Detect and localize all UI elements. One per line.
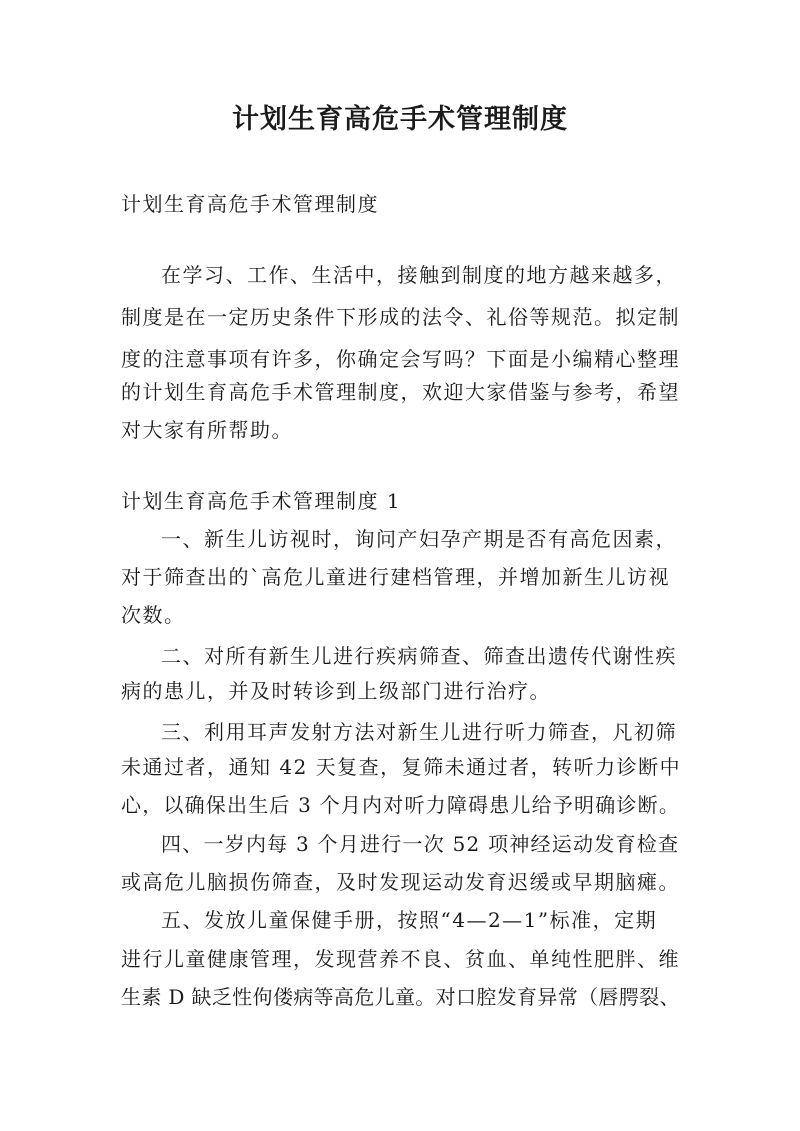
document-title: 计划生育高危手术管理制度 <box>232 104 568 135</box>
body-line: 病的患儿，并及时转诊到上级部门进行治疗。 <box>121 679 551 703</box>
body-line: 五、发放儿童保健手册，按照“4—2—1”标准，定期 <box>161 908 658 932</box>
body-line: 一、新生儿访视时，询问产妇孕产期是否有高危因素， <box>161 527 677 551</box>
body-line: 未通过者，通知 42 天复查，复筛未通过者，转听力诊断中 <box>121 755 682 779</box>
intro-line: 对大家有所帮助。 <box>121 418 293 442</box>
body-line: 对于筛查出的`高危儿童进行建档管理，并增加新生儿访视 <box>121 565 670 589</box>
body-line: 生素 D 缺乏性佝偻病等高危儿童。对口腔发育异常（唇腭裂、 <box>121 985 680 1009</box>
body-line: 四、一岁内每 3 个月进行一次 52 项神经运动发育检查 <box>161 832 680 856</box>
section-heading: 计划生育高危手术管理制度 1 <box>121 489 402 513</box>
body-line: 二、对所有新生儿进行疾病筛查、筛查出遗传代谢性疾 <box>161 644 677 668</box>
body-line: 心，以确保出生后 3 个月内对听力障碍患儿给予明确诊断。 <box>121 793 681 817</box>
body-line: 或高危儿脑损伤筛查，及时发现运动发育迟缓或早期脑瘫。 <box>121 870 680 894</box>
intro-line: 在学习、工作、生活中，接触到制度的地方越来越多， <box>161 263 677 287</box>
body-line: 进行儿童健康管理，发现营养不良、贫血、单纯性肥胖、维 <box>121 947 680 971</box>
body-line: 次数。 <box>121 603 186 627</box>
intro-line: 度的注意事项有许多，你确定会写吗？下面是小编精心整理 <box>121 347 680 371</box>
intro-line: 制度是在一定历史条件下形成的法令、礼俗等规范。拟定制 <box>121 305 680 329</box>
intro-line: 的计划生育高危手术管理制度，欢迎大家借鉴与参考，希望 <box>121 380 680 404</box>
body-line: 三、利用耳声发射方法对新生儿进行听力筛查，凡初筛 <box>161 720 677 744</box>
document-subtitle: 计划生育高危手术管理制度 <box>121 192 379 216</box>
